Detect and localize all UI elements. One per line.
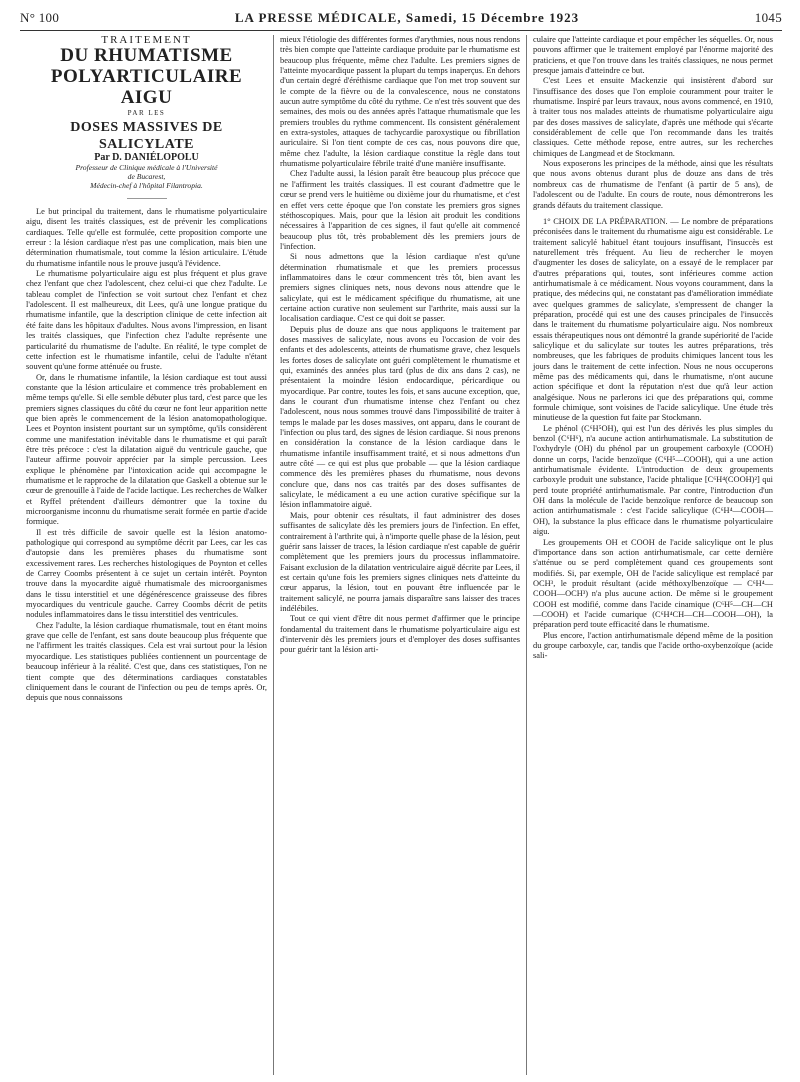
paragraph: Si nous admettons que la lésion cardiaque n'est qu'une détermination rhumatismale et que les premiers processus inflammatoires dans le cœur commencent très tôt, bien avant les premiers signes cliniques nets, nous devons nous attendre que le salicylate, qui est le médicament spécifique du rhumatisme, ait une certaine action curative non seulement sur l'arthrite, mais aussi sur la localisation cardiaque. C'est ce qui doit se passer. bbox=[280, 252, 520, 324]
paragraph: Or, dans le rhumatisme infantile, la lésion cardiaque est tout aussi constante que la lésion articulaire et commence très probablement en même temps qu'elle. Si elle semble débuter plus tard, c'est parce que les premiers signes classiques du côté du cœur ne font leur apparition nette que bien après le commencement de la lésion anatomopathologique. Lees et Poynton insistent pourtant sur un symptôme, qu'ils considèrent comme une manifestation inévitable dans le rhumatisme et qui paraît être très précoce : c'est la dilatation aiguë du ventricule gauche, que l'auteur affirme pouvoir apprécier par la simple percussion. Lees explique le phénomène par l'intoxication acide qui accompagne le rhumatisme et le rapproche de la dilatation que Gaskell a obtenue sur le cœur de grenouille à l'aide de l'acide lactique. Les recherches de Walker et Ryffel prétendent d'ailleurs démontrer que la toxine du microorganisme inconnu du rhumatisme serait formée en partie d'acide formique. bbox=[26, 372, 267, 527]
running-header bbox=[20, 10, 782, 31]
paragraph: Le phénol (C⁶H⁵OH), qui est l'un des dérivés les plus simples du benzol (C⁶H⁶), n'a aucune action antirhumatismale. La substitution de l'oxhydryle (OH) du phénol par un groupement carboxyle (COOH) donne un corps, l'acide benzoïque (C⁶H⁵—COOH), qui a une action antirhumatismale évidente. L'introduction de deux groupements carboxyle produit une substance, l'acide phtalique [C⁶H⁴(COOH)²] qui perd toute propriété antirhumatismale. Par contre, l'introduction d'un OH dans la molécule de l'acide benzoïque renforce de beaucoup son action antirhumatismale : c'est l'acide salicylique (C⁶H⁴—COOH—OH), la substance la plus efficace dans le rhumatisme polyarticulaire aigu. bbox=[533, 423, 773, 537]
column-3 bbox=[526, 35, 779, 1075]
paragraph: Mais, pour obtenir ces résultats, il faut administrer des doses suffisantes de salicylate dès les premiers jours de l'infection. En effet, contrairement à l'arthrite qui, à n'importe quelle phase de la lésion, peut guérir sans laisser de traces, la lésion cardiaque n'est capable de guérir complètement que les premiers jours du processus inflammatoire. Faisant exclusion de la dilatation ventriculaire aiguë décrite par Lees, il est certain qu'une fois les premiers signes cliniques nets d'atteinte du cœur apparus, la lésion, tout en pouvant être influencée par le traitement salicylé, ne pourra jamais disparaître sans laisser des traces indélébiles. bbox=[280, 510, 520, 613]
article-subtitle: DOSES MASSIVES DE SALICYLATE bbox=[70, 119, 223, 152]
paragraph: Les groupements OH et COOH de l'acide salicylique ont le plus d'importance dans son action antirhumatismale, car cette dernière s'atténue ou se perd complètement quand ces groupements sont modifiés. Si, par exemple, OH de l'acide salicylique est remplacé par OCH³, le produit résultant (acide méthoxylbenzoïque — C⁶H⁴—COOH—OCH³) n'a plus aucune action. De même si le groupement COOH est modifié, comme dans l'acide cinamique (C⁶H⁵—CH—CH—COOH) et l'acide cumarique (C⁶H⁴CH—CH—COOH—OH), la préparation perd toute efficacité dans le rhumatisme. bbox=[533, 537, 773, 630]
paragraph: Le but principal du traitement, dans le rhumatisme polyarticulaire aigu, disent les traités classiques, est de prévenir les complications cardiaques. Telle qu'elle est formulée, cette proposition comporte une erreur : la lésion cardiaque n'est pas une complication, mais bien une détermination rhumatismale, tout comme la lésion articulaire. L'étude du rhumatisme infantile nous le prouve jusqu'à l'évidence. bbox=[26, 207, 267, 268]
paragraph: Depuis plus de douze ans que nous appliquons le traitement par doses massives de salicylate, nous avons eu l'occasion de voir des enfants et des adolescents, atteints de rhumatisme grave, chez lesquels les fortes doses de salicylate ont guéri complètement le rhumatisme et qui, examinés des années plus tard (plus de dix ans dans 2 cas), ne présentaient la moindre lésion endocardique, péricardique ou myocardique. Par contre, toutes les fois, et sans aucune exception, que, dans le courant d'un rhumatisme intense chez l'enfant ou chez l'adolescent, nous nous sommes trouvé dans l'impossibilité de traiter à temps le malade par les doses massives, ont apparu, dans le courant de l'infection ou plus tard, des signes de lésion cardiaque. Si nous prenons en considération la constance de la lésion cardiaque dans le rhumatisme infantile insuffisamment traité, et si nous admettons d'un autre côté — ce qui est plus que probable — que la lésion cardiaque commence dès les premières phases du rhumatisme, nous devons conclure que, dans nos cas traités par des doses suffisantes de salicylate, le médicament a eu une action curative spécifique sur la lésion inflammatoire aiguë. bbox=[280, 324, 520, 510]
article-by-the: PAR LES bbox=[127, 109, 166, 118]
column-2 bbox=[273, 35, 526, 1075]
paragraph: Il est très difficile de savoir quelle est la lésion anatomo-pathologique qui correspond au symptôme décrit par Lees, car les cas d'autopsie dans les premières phases du rhumatisme sont excessivement rares. Les recherches histologiques de Poynton et celles de Carrey Coombs présentent à ce sujet un certain intérêt. Poynton trouve dans la myocardite aiguë rhumatismale des microorganismes dans le tissu interstitiel et une dégénérescence graisseuse des fibres myocardiques du ventricule gauche. Carrey Coombs décrit de petits nodules inflammatoires dans le tissu interstitiel des ventricules. bbox=[26, 527, 267, 620]
title-separator bbox=[127, 198, 167, 199]
text-columns bbox=[20, 35, 782, 1075]
paragraph: mieux l'étiologie des différentes formes d'arythmies, nous nous rendons très bien compte que l'atteinte cardiaque produite par le rhumatisme est beaucoup plus fréquente, même chez l'adulte. Les premiers signes de l'atteinte myocardique passent la plupart du temps inaperçus. En dehors d'un certain degré d'éréthisme cardiaque que l'on met trop souvent sur le compte de la fièvre ou de la convalescence, nous ne constatons aucun autre symptôme du côté du rythme. Ce n'est très souvent que des semaines, des mois ou des années après l'attaque rhumatismale que les premiers troubles du rythme commencent. Ils consistent généralement en extra-systoles, attaques de tachycardie paroxystique ou fibrillation auriculaire. Si l'on tient compte de ces cas, nous pouvons dire que, même chez l'adulte, la lésion cardiaque constitue la règle dans tout rhumatisme polyarticulaire fébrile traité d'une manière insuffisante. bbox=[280, 35, 520, 169]
article-title-line-2: POLYARTICULAIRE AIGU bbox=[50, 66, 243, 109]
author-affiliation-2: de Bucarest, bbox=[127, 172, 166, 182]
paragraph: Tout ce qui vient d'être dit nous permet d'affirmer que le principe fondamental du traitement dans le rhumatisme polyarticulaire aigu est d'intervenir dès les premiers jours et d'employer des doses suffisantes pour guérir tant la lésion arti- bbox=[280, 614, 520, 655]
author-affiliation-1: Professeur de Clinique médicale à l'Université bbox=[75, 163, 218, 173]
article-title-line-1: DU RHUMATISME bbox=[60, 45, 233, 67]
paragraph: Chez l'adulte, la lésion cardiaque rhumatismale, tout en étant moins grave que celle de l'enfant, est sans doute beaucoup plus fréquente que ne l'affirment les traités classiques. Cela est vrai surtout pour la lésion myocardique. Les statistiques publiées contiennent un pourcentage de beaucoup inférieur à la réalité. C'est que, dans ces statistiques, l'on ne tient compte que des déterminations cardiaques constatables cliniquement dans le courant de l'infection ou peu de temps après. Or, depuis que nous connaissons bbox=[26, 620, 267, 703]
paragraph: C'est Lees et ensuite Mackenzie qui insistèrent d'abord sur l'insuffisance des doses que l'on emploie couramment pour traiter le rhumatisme. Inspiré par leurs travaux, nous avons commencé, en 1910, à traiter tous nos malades atteints de rhumatisme polyarticulaire aigu par des doses massives de salicylate, d'après une méthode qui s'écarte considérablement de celle que l'on recommande dans les traités classiques. Cette méthode repose, entre autres, sur les recherches chimiques de Langmead et de Stockmann. bbox=[533, 76, 773, 158]
paragraph: Nous exposerons les principes de la méthode, ainsi que les résultats que nous avons obtenus durant plus de douze ans dans de très nombreux cas de rhumatisme de l'enfant (à partir de 5 ans), de l'adolescent ou de l'adulte. En cours de route, nous démontrerons les grands défauts du traitement classique. bbox=[533, 159, 773, 210]
column-1 bbox=[20, 35, 273, 1075]
author-affiliation-3: Médecin-chef à l'hôpital Filantropia. bbox=[90, 181, 203, 191]
section-heading-paragraph: 1° CHOIX DE LA PRÉPARATION. — Le nombre de préparations préconisées dans le traitement du rhumatisme aigu est considérable. Le traitement salicylé habituel étant toujours insuffisant, l'insuccès est naturellement très fréquent. Au lieu de rechercher le moyen d'augmenter les doses de salicylate, on a essayé de le remplacer par d'autres préparations qui, toutes, sont inférieures comme action antirhumatismale à ce médicament. Nous voyons couramment, dans la pratique, des médecins qui, ne constatant pas d'amélioration immédiate avec quelques grammes de salicylate, s'empressent de changer la préparation, procédé qui est une des causes principales de l'insuccès dans le traitement du rhumatisme polyarticulaire aigu. Nos nombreux essais thérapeutiques nous ont démontré la grande supériorité de l'acide salicylique et du salicylate sur toutes les autres préparations, très nombreuses, que les fabriques de produits chimiques lancent tous les jours dans le traitement de cette infection. Nous ne nous occuperons même pas des médicaments qui, dans le rhumatisme, n'ont aucune action spécifique et dont la réputation n'est due qu'à leur action analgésique. Nous ne parlerons ici que des préparations qui, comme formule chimique, sont voisines de l'acide salicylique. Une étude très minutieuse de la question fut faite par Stockmann. bbox=[533, 216, 773, 423]
folio-number: 1045 bbox=[754, 10, 782, 25]
journal-title-date: LA PRESSE MÉDICALE, Samedi, 15 Décembre 1923 bbox=[234, 10, 580, 25]
paragraph: Plus encore, l'action antirhumatismale dépend même de la position du groupe carboxyle, car, tandis que l'acide ortho-oxybenzoïque (acide sali- bbox=[533, 630, 773, 661]
paragraph: Le rhumatisme polyarticulaire aigu est plus fréquent et plus grave chez l'enfant que chez l'adolescent, chez celui-ci que chez l'adulte. Le tableau complet de l'infection se voit surtout chez l'enfant et chez l'adolescent. Il est malheureux, dit Lees, qu'à une longue pratique du rhumatisme infantile, que la description clinique de cette infection ait été faite dans les hôpitaux d'adultes. Nous avons l'impression, en lisant les traités classiques, que l'infection chez l'adulte représente une particularité du rhumatisme de l'adulte. En réalité, le type complet de cette infection est le rhumatisme infantile, celui de l'adulte n'étant souvent qu'une forme atténuée ou fruste. bbox=[26, 269, 267, 372]
paragraph: culaire que l'atteinte cardiaque et pour empêcher les séquelles. Or, nous pouvons affirmer que le traitement employé par l'énorme majorité des praticiens, et que l'on trouve dans les traités classiques, ne nous permet presque jamais d'atteindre ce but. bbox=[533, 35, 773, 76]
paragraph: Chez l'adulte aussi, la lésion paraît être beaucoup plus précoce que ne l'affirment les traités classiques. Il est courant d'admettre que le cœur se prend vers le huitième ou dixième jour du rhumatisme, et c'est en effet vers cette époque que l'on constate les premiers gros signes stéthoscopiques. Mais, pour que la lésion ait produit les conditions nécessaires à l'apparition de ces signes, il faut qu'elle ait commencé beaucoup plus tôt, très probablement dès les premiers jours de l'infection. bbox=[280, 169, 520, 251]
article-author: Par D. DANIÉLOPOLU bbox=[94, 151, 199, 163]
page-number: N° 100 bbox=[20, 10, 60, 25]
article-kicker: TRAITEMENT bbox=[101, 35, 192, 46]
